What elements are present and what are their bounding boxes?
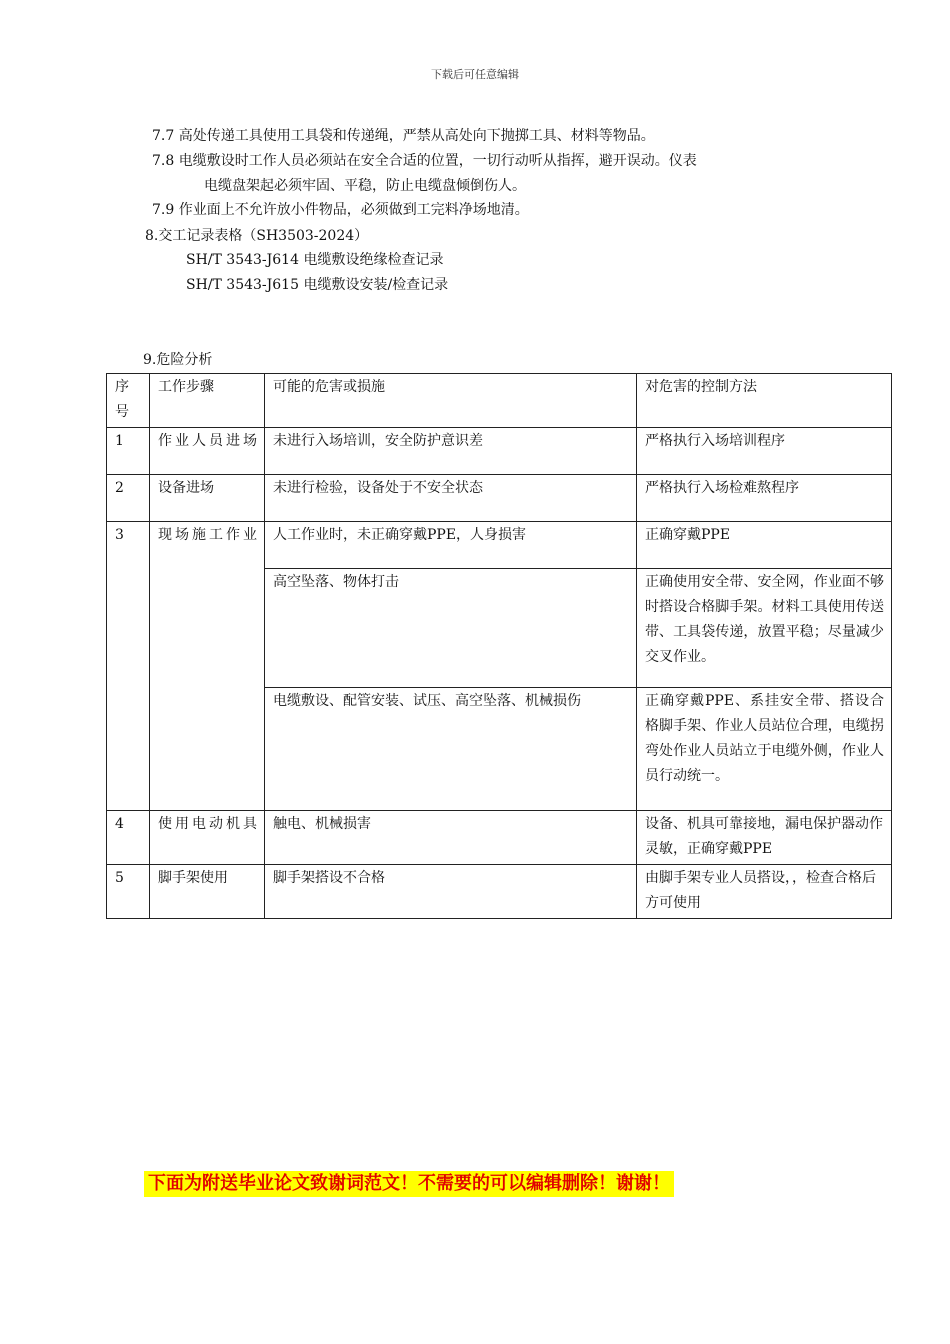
row-control: 正确穿戴PPE、系挂安全带、搭设合格脚手架、作业人员站位合理，电缆拐弯处作业人员站立于电缆外侧，作业人员行动统一。: [637, 688, 892, 811]
table-row: [107, 522, 892, 569]
row-hazard: 脚手架搭设不合格: [265, 865, 637, 919]
row-no: 5: [107, 865, 150, 919]
section-8-heading: 8.交工记录表格（SH3503-2024）: [145, 228, 369, 244]
table-row: [107, 865, 892, 919]
row-hazard: 未进行入场培训，安全防护意识差: [265, 428, 637, 475]
appendix-banner: 下面为附送毕业论文致谢词范文！不需要的可以编辑删除！谢谢！: [144, 1171, 674, 1197]
row-step: 设备进场: [150, 475, 265, 522]
row-no: 1: [107, 428, 150, 475]
table-row: [107, 428, 892, 475]
table-row: [107, 811, 892, 865]
header-note: 下载后可任意编辑: [431, 68, 519, 81]
row-control: 严格执行入场检难熬程序: [637, 475, 892, 522]
row-step: 作业人员进场: [150, 428, 265, 475]
row-no: 4: [107, 811, 150, 865]
header-no: 序号: [107, 374, 150, 428]
clause-7-7: 7.7 高处传递工具使用工具袋和传递绳，严禁从高处向下抛掷工具、材料等物品。: [152, 128, 655, 144]
clause-7-8-continued: 电缆盘架起必须牢固、平稳，防止电缆盘倾倒伤人。: [204, 178, 526, 194]
record-form-j615: SH/T 3543-J615 电缆敷设安装/检查记录: [186, 277, 449, 293]
row-step: 使用电动机具: [150, 811, 265, 865]
row-control: 严格执行入场培训程序: [637, 428, 892, 475]
clause-7-9: 7.9 作业面上不允许放小件物品，必须做到工完料净场地清。: [152, 202, 529, 218]
row-hazard: 未进行检验，设备处于不安全状态: [265, 475, 637, 522]
header-step: 工作步骤: [150, 374, 265, 428]
row-control: 正确使用安全带、安全网，作业面不够时搭设合格脚手架。材料工具使用传送带、工具袋传递，放置平稳；尽量减少交叉作业。: [637, 569, 892, 688]
header-control: 对危害的控制方法: [637, 374, 892, 428]
table-header-row: [107, 374, 892, 428]
record-form-j614: SH/T 3543-J614 电缆敷设绝缘检查记录: [186, 252, 444, 268]
table-row: [107, 475, 892, 522]
row-control: 设备、机具可靠接地，漏电保护器动作灵敏，正确穿戴PPE: [637, 811, 892, 865]
section-9-heading: 9.危险分析: [143, 352, 213, 368]
row-hazard: 电缆敷设、配管安装、试压、高空坠落、机械损伤: [265, 688, 637, 811]
row-control: 正确穿戴PPE: [637, 522, 892, 569]
clause-7-8: 7.8 电缆敷设时工作人员必须站在安全合适的位置，一切行动听从指挥，避开误动。仪表: [152, 153, 697, 169]
hazard-analysis-table: [106, 373, 892, 919]
row-step: 现场施工作业: [150, 522, 265, 811]
row-no: 3: [107, 522, 150, 811]
row-hazard: 人工作业时，未正确穿戴PPE，人身损害: [265, 522, 637, 569]
row-step: 脚手架使用: [150, 865, 265, 919]
header-hazard: 可能的危害或损施: [265, 374, 637, 428]
row-no: 2: [107, 475, 150, 522]
row-hazard: 高空坠落、物体打击: [265, 569, 637, 688]
row-control: 由脚手架专业人员搭设，，检查合格后方可使用: [637, 865, 892, 919]
row-hazard: 触电、机械损害: [265, 811, 637, 865]
